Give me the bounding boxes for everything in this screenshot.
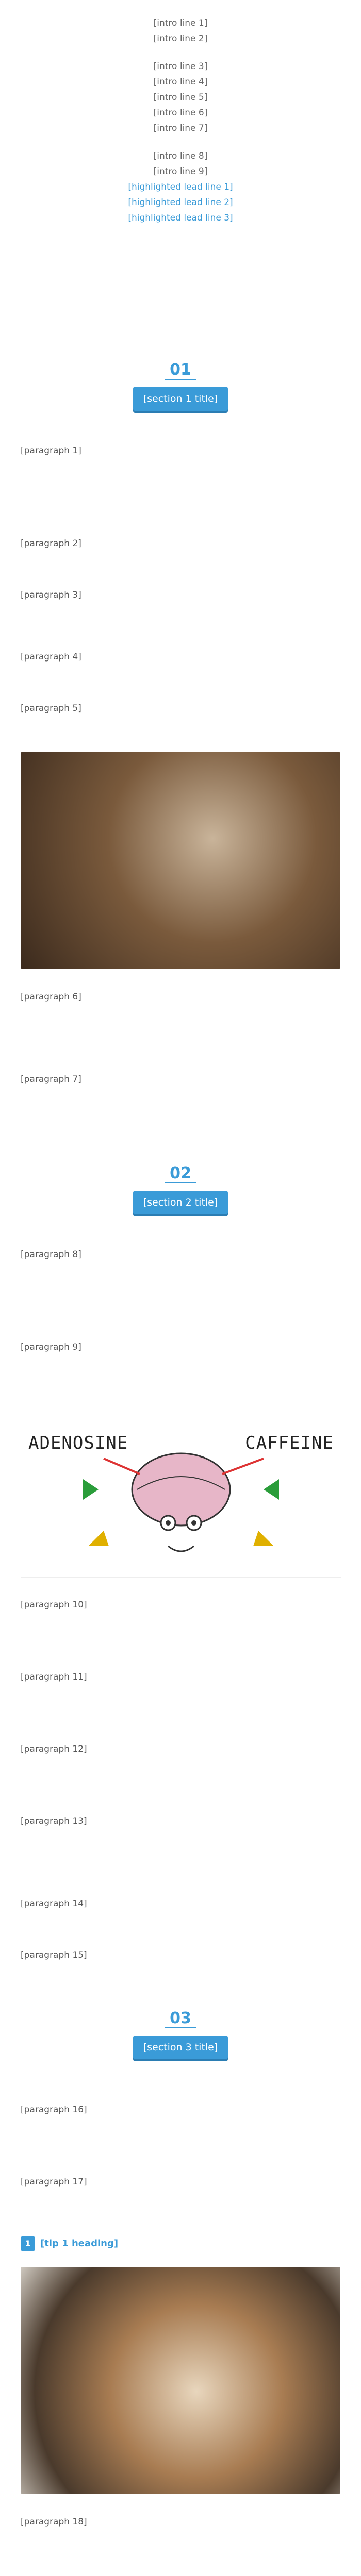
intro-lead: [highlighted lead line 2] [128,197,233,208]
paragraph: [paragraph 12] [21,1744,87,1754]
section-heading [21,1164,340,1214]
intro-line: [intro line 4] [153,77,208,87]
paragraph: [paragraph 16] [21,2105,87,2115]
paragraph: [paragraph 4] [21,652,81,662]
intro-line: [intro line 3] [153,61,208,72]
intro-lead: [highlighted lead line 1] [128,182,233,192]
paragraph: [paragraph 14] [21,1899,87,1909]
paragraph: [paragraph 2] [21,538,81,549]
section-title: [section 1 title] [133,387,228,411]
tip-text: [tip 1 heading] [40,2238,119,2249]
latte-art-photo [21,2267,340,2494]
caffeine-label: CAFFEINE [245,1433,334,1453]
section-title: [section 2 title] [133,1191,228,1214]
brain-face-drawing [21,1412,341,1577]
intro-line: [intro line 8] [153,151,208,161]
paragraph: [paragraph 15] [21,1950,87,1960]
paragraph: [paragraph 1] [21,446,81,456]
paragraph: [paragraph 8] [21,1249,81,1260]
intro-line: [intro line 2] [153,33,208,44]
coffee-drip-photo [21,752,340,969]
intro-line: [intro line 7] [153,123,208,133]
tip-heading [21,2236,340,2251]
tip-number: 1 [21,2236,35,2251]
intro-line: [intro line 1] [153,18,208,28]
section-heading [21,2009,340,2059]
intro-line: [intro line 9] [153,166,208,177]
paragraph: [paragraph 5] [21,703,81,714]
section-number: 02 [165,1164,196,1183]
paragraph: [paragraph 10] [21,1600,87,1610]
paragraph: [paragraph 13] [21,1816,87,1826]
paragraph: [paragraph 11] [21,1672,87,1682]
section-heading [21,361,340,411]
paragraph: [paragraph 7] [21,1074,81,1084]
adenosine-label: ADENOSINE [28,1433,128,1453]
section-number: 03 [165,2009,196,2028]
intro-line: [intro line 5] [153,92,208,103]
paragraph: [paragraph 6] [21,992,81,1002]
paragraph: [paragraph 18] [21,2517,87,2527]
intro [21,15,340,226]
paragraph: [paragraph 3] [21,590,81,600]
intro-line: [intro line 6] [153,108,208,118]
intro-lead: [highlighted lead line 3] [128,213,233,223]
paragraph: [paragraph 17] [21,2177,87,2187]
paragraph: [paragraph 9] [21,1342,81,1352]
section-number: 01 [165,361,196,380]
section-title: [section 3 title] [133,2036,228,2059]
adenosine-caffeine-illustration [21,1412,341,1578]
